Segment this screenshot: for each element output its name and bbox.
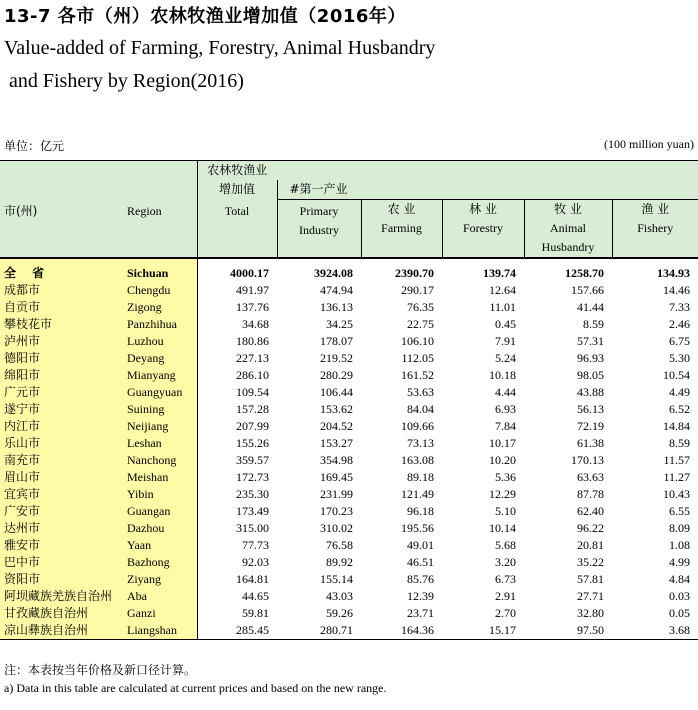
cell-city: 资阳市 [0, 571, 125, 588]
cell-total: 137.76 [197, 299, 277, 316]
unit-label-zh: 单位：亿元 [4, 139, 65, 153]
header-forestry-en: Forestry [463, 221, 503, 235]
cell-total: 286.10 [197, 367, 277, 384]
cell-city: 南充市 [0, 452, 125, 469]
cell-primary: 34.25 [326, 317, 353, 331]
cell-primary: 43.03 [326, 589, 353, 603]
cell-primary: 231.99 [320, 487, 353, 501]
cell-animal: 87.78 [577, 487, 604, 501]
header-animal [524, 200, 612, 259]
cell-fishery: 7.33 [669, 300, 690, 314]
cell-region: Neijiang [125, 418, 197, 435]
cell-region: Sichuan [125, 265, 197, 282]
cell-animal: 35.22 [577, 555, 604, 569]
table-row [0, 350, 698, 367]
header-fishery [612, 200, 698, 259]
cell-forestry: 10.17 [489, 436, 516, 450]
table-row [0, 486, 698, 503]
cell-total: 155.26 [197, 435, 277, 452]
cell-farming: 49.01 [407, 538, 434, 552]
cell-animal: 97.50 [524, 622, 612, 640]
table-row [0, 316, 698, 333]
cell-animal: 96.93 [577, 351, 604, 365]
cell-forestry: 3.20 [495, 555, 516, 569]
cell-city: 雅安市 [0, 537, 125, 554]
cell-farming: 89.18 [407, 470, 434, 484]
cell-primary: 76.58 [326, 538, 353, 552]
table-title-en-line2: and Fishery by Region(2016) [9, 70, 244, 92]
header-farming [361, 200, 442, 259]
cell-fishery: 4.99 [669, 555, 690, 569]
cell-farming: 164.36 [361, 622, 442, 640]
cell-city: 眉山市 [0, 469, 125, 486]
cell-city: 内江市 [0, 418, 125, 435]
cell-total: 491.97 [197, 282, 277, 299]
table-row [0, 333, 698, 350]
cell-animal: 170.13 [571, 453, 604, 467]
cell-forestry: 7.91 [495, 334, 516, 348]
cell-animal: 96.22 [577, 521, 604, 535]
cell-fishery: 11.27 [663, 470, 690, 484]
cell-farming: 85.76 [407, 572, 434, 586]
table-row [0, 435, 698, 452]
table-row [0, 588, 698, 605]
cell-forestry: 12.64 [489, 283, 516, 297]
cell-animal: 8.59 [583, 317, 604, 331]
cell-region: Dazhou [125, 520, 197, 537]
header-forestry-zh: 林 业 [469, 202, 497, 216]
cell-primary: 153.27 [320, 436, 353, 450]
cell-forestry: 10.14 [489, 521, 516, 535]
cell-forestry: 5.68 [495, 538, 516, 552]
table-title-en-line1: Value-added of Farming, Forestry, Animal Husbandry [4, 37, 436, 59]
table-row [0, 418, 698, 435]
table-row [0, 554, 698, 571]
table-header [0, 161, 698, 259]
cell-farming: 106.10 [401, 334, 434, 348]
cell-region: Chengdu [125, 282, 197, 299]
cell-total: 164.81 [197, 571, 277, 588]
table-row [0, 452, 698, 469]
cell-total: 157.28 [197, 401, 277, 418]
cell-fishery: 0.03 [669, 589, 690, 603]
cell-total: 77.73 [197, 537, 277, 554]
header-total-zh-2: 增加值 [197, 180, 277, 200]
cell-total: 227.13 [197, 350, 277, 367]
cell-region: Liangshan [125, 622, 197, 640]
cell-region: Meishan [125, 469, 197, 486]
cell-forestry: 15.17 [442, 622, 524, 640]
unit-label-en: (100 million yuan) [604, 137, 694, 151]
cell-animal: 56.13 [577, 402, 604, 416]
cell-primary: 59.26 [326, 606, 353, 620]
header-forestry [442, 200, 524, 259]
cell-total: 109.54 [197, 384, 277, 401]
cell-region: Ganzi [125, 605, 197, 622]
cell-farming: 161.52 [401, 368, 434, 382]
data-table [0, 160, 698, 640]
cell-animal: 32.80 [577, 606, 604, 620]
table-row [0, 469, 698, 486]
cell-region: Mianyang [125, 367, 197, 384]
cell-forestry: 11.01 [489, 300, 516, 314]
header-farming-en: Farming [381, 221, 422, 235]
header-animal-en-1: Animal [550, 221, 586, 235]
cell-city: 自贡市 [0, 299, 125, 316]
cell-animal: 57.31 [577, 334, 604, 348]
cell-region: Suining [125, 401, 197, 418]
table-row-total [0, 265, 698, 282]
cell-farming: 290.17 [401, 283, 434, 297]
cell-city: 乐山市 [0, 435, 125, 452]
cell-region: Aba [125, 588, 197, 605]
cell-fishery: 4.84 [669, 572, 690, 586]
cell-primary: 106.44 [320, 385, 353, 399]
cell-forestry: 5.36 [495, 470, 516, 484]
table-title-zh: 13-7 各市（州）农林牧渔业增加值（2016年） [4, 6, 406, 27]
cell-farming: 2390.70 [395, 266, 434, 280]
cell-region: Zigong [125, 299, 197, 316]
cell-farming: 84.04 [407, 402, 434, 416]
cell-farming: 96.18 [407, 504, 434, 518]
footnote-en: a) Data in this table are calculated at current prices and based on the new range. [4, 681, 387, 695]
cell-city: 阿坝藏族羌族自治州 [0, 588, 125, 605]
cell-farming: 12.39 [407, 589, 434, 603]
cell-primary: 3924.08 [314, 266, 353, 280]
cell-primary: 155.14 [320, 572, 353, 586]
cell-total: 207.99 [197, 418, 277, 435]
cell-total: 180.86 [197, 333, 277, 350]
header-primary-en-2: Industry [299, 223, 339, 237]
cell-total: 44.65 [197, 588, 277, 605]
header-primary-zh: #第一产业 [277, 180, 698, 200]
cell-animal: 63.63 [577, 470, 604, 484]
cell-primary: 474.94 [320, 283, 353, 297]
cell-fishery: 1.08 [669, 538, 690, 552]
cell-forestry: 6.73 [495, 572, 516, 586]
header-farming-zh: 农 业 [387, 202, 416, 216]
table-row [0, 537, 698, 554]
cell-forestry: 10.20 [489, 453, 516, 467]
cell-total: 173.49 [197, 503, 277, 520]
cell-farming: 76.35 [407, 300, 434, 314]
cell-farming: 163.08 [401, 453, 434, 467]
cell-primary: 219.52 [320, 351, 353, 365]
cell-city: 巴中市 [0, 554, 125, 571]
cell-forestry: 10.18 [489, 368, 516, 382]
cell-primary: 280.29 [320, 368, 353, 382]
cell-city: 达州市 [0, 520, 125, 537]
table-row [0, 605, 698, 622]
cell-farming: 53.63 [407, 385, 434, 399]
cell-fishery: 10.43 [663, 487, 690, 501]
cell-animal: 27.71 [577, 589, 604, 603]
cell-fishery: 6.52 [669, 402, 690, 416]
cell-city: 宜宾市 [0, 486, 125, 503]
cell-farming: 23.71 [407, 606, 434, 620]
cell-farming: 109.66 [401, 419, 434, 433]
table-row [0, 367, 698, 384]
cell-fishery: 134.93 [657, 266, 690, 280]
cell-city: 广安市 [0, 503, 125, 520]
cell-primary: 178.07 [320, 334, 353, 348]
cell-region: Guangyuan [125, 384, 197, 401]
cell-fishery: 14.46 [663, 283, 690, 297]
cell-city: 成都市 [0, 282, 125, 299]
cell-region: Panzhihua [125, 316, 197, 333]
cell-city: 全 省 [0, 265, 125, 282]
cell-total: 315.00 [197, 520, 277, 537]
cell-fishery: 0.05 [669, 606, 690, 620]
cell-animal: 157.66 [571, 283, 604, 297]
cell-city: 广元市 [0, 384, 125, 401]
cell-city: 德阳市 [0, 350, 125, 367]
header-region: Region [125, 200, 197, 259]
cell-primary: 153.62 [320, 402, 353, 416]
table-row [0, 384, 698, 401]
cell-region: Nanchong [125, 452, 197, 469]
cell-animal: 41.44 [577, 300, 604, 314]
cell-primary: 354.98 [320, 453, 353, 467]
cell-animal: 1258.70 [565, 266, 604, 280]
cell-total: 359.57 [197, 452, 277, 469]
table-row [0, 503, 698, 520]
cell-region: Yaan [125, 537, 197, 554]
cell-farming: 46.51 [407, 555, 434, 569]
header-animal-zh: 牧 业 [554, 202, 582, 216]
cell-primary: 310.02 [320, 521, 353, 535]
header-primary-en-1: Primary [299, 204, 339, 218]
cell-fishery: 6.75 [669, 334, 690, 348]
cell-forestry: 0.45 [495, 317, 516, 331]
cell-primary: 89.92 [326, 555, 353, 569]
cell-animal: 57.81 [577, 572, 604, 586]
cell-fishery: 4.49 [669, 385, 690, 399]
cell-fishery: 10.54 [663, 368, 690, 382]
cell-forestry: 7.84 [495, 419, 516, 433]
cell-city: 攀枝花市 [0, 316, 125, 333]
cell-animal: 61.38 [577, 436, 604, 450]
cell-animal: 72.19 [577, 419, 604, 433]
cell-fishery: 6.55 [669, 504, 690, 518]
cell-total: 34.68 [197, 316, 277, 333]
cell-fishery: 11.57 [663, 453, 690, 467]
table-row [0, 571, 698, 588]
cell-primary: 169.45 [320, 470, 353, 484]
cell-forestry: 139.74 [483, 266, 516, 280]
cell-total: 59.81 [197, 605, 277, 622]
table-body [0, 258, 698, 640]
cell-forestry: 4.44 [495, 385, 516, 399]
cell-fishery: 14.84 [663, 419, 690, 433]
cell-fishery: 8.09 [669, 521, 690, 535]
cell-animal: 20.81 [577, 538, 604, 552]
table-row [0, 299, 698, 316]
cell-region: Leshan [125, 435, 197, 452]
cell-farming: 121.49 [401, 487, 434, 501]
cell-primary: 136.13 [320, 300, 353, 314]
cell-total: 172.73 [197, 469, 277, 486]
cell-fishery: 5.30 [669, 351, 690, 365]
cell-total: 92.03 [197, 554, 277, 571]
table-row [0, 401, 698, 418]
table-row [0, 622, 698, 640]
header-total-en: Total [197, 200, 277, 259]
cell-fishery: 3.68 [612, 622, 698, 640]
cell-total: 235.30 [197, 486, 277, 503]
header-primary [277, 200, 361, 259]
cell-primary: 170.23 [320, 504, 353, 518]
cell-farming: 195.56 [401, 521, 434, 535]
cell-farming: 22.75 [407, 317, 434, 331]
cell-region: Deyang [125, 350, 197, 367]
cell-region: Ziyang [125, 571, 197, 588]
header-fishery-en: Fishery [637, 221, 674, 235]
cell-farming: 73.13 [407, 436, 434, 450]
cell-city: 绵阳市 [0, 367, 125, 384]
cell-forestry: 6.93 [495, 402, 516, 416]
cell-forestry: 2.70 [495, 606, 516, 620]
cell-region: Yibin [125, 486, 197, 503]
header-city: 市(州) [0, 200, 125, 259]
cell-city: 凉山彝族自治州 [0, 622, 125, 640]
cell-fishery: 8.59 [669, 436, 690, 450]
cell-primary: 204.52 [320, 419, 353, 433]
cell-region: Luzhou [125, 333, 197, 350]
cell-city: 泸州市 [0, 333, 125, 350]
cell-region: Guangan [125, 503, 197, 520]
cell-animal: 62.40 [577, 504, 604, 518]
cell-animal: 98.05 [577, 368, 604, 382]
cell-farming: 112.05 [401, 351, 434, 365]
header-animal-en-2: Husbandry [541, 240, 595, 254]
spacer-row [0, 258, 698, 265]
cell-fishery: 2.46 [669, 317, 690, 331]
cell-city: 遂宁市 [0, 401, 125, 418]
header-total-zh-1: 农林牧渔业 [197, 161, 277, 181]
cell-forestry: 5.10 [495, 504, 516, 518]
cell-forestry: 2.91 [495, 589, 516, 603]
cell-forestry: 12.29 [489, 487, 516, 501]
cell-total: 4000.17 [197, 265, 277, 282]
cell-city: 甘孜藏族自治州 [0, 605, 125, 622]
header-fishery-zh: 渔 业 [641, 202, 670, 216]
table-row [0, 520, 698, 537]
cell-total: 285.45 [197, 622, 277, 640]
footnote-zh: 注：本表按当年价格及新口径计算。 [4, 663, 197, 677]
table-row [0, 282, 698, 299]
cell-forestry: 5.24 [495, 351, 516, 365]
cell-primary: 280.71 [277, 622, 361, 640]
cell-animal: 43.88 [577, 385, 604, 399]
cell-region: Bazhong [125, 554, 197, 571]
